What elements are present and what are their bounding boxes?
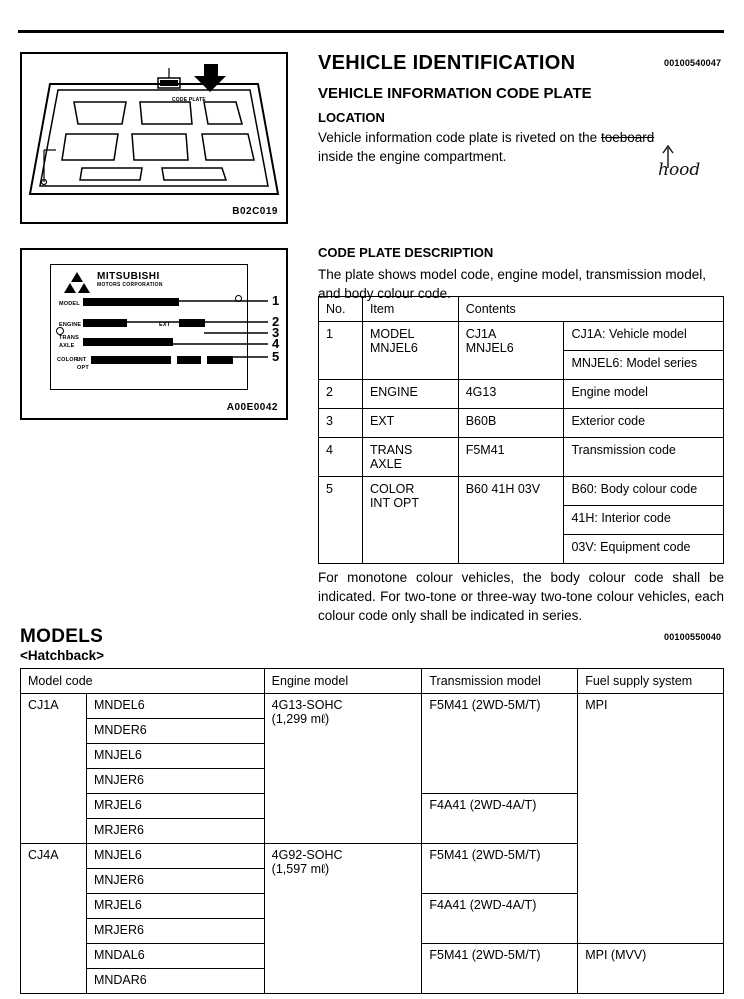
cell-item-4-line1: TRANS xyxy=(369,443,413,457)
plate-label-engine: ENGINE xyxy=(59,322,82,328)
plate-label-model: MODEL xyxy=(59,301,80,307)
cell-contents-1-line1: CJ1A xyxy=(465,327,497,341)
cell-transmission-3: F5M41 (2WD-5M/T) xyxy=(422,844,578,894)
cell-item-3: EXT xyxy=(362,409,458,438)
plate-leader-4: 4 xyxy=(272,336,280,351)
cell-contents-3: B60B xyxy=(458,409,564,438)
cell-no-1: 1 xyxy=(319,322,363,380)
cell-transmission-2: F4A41 (2WD-4A/T) xyxy=(422,794,578,844)
location-heading: LOCATION xyxy=(318,110,385,125)
cell-item-2: ENGINE xyxy=(362,380,458,409)
table-row xyxy=(319,380,724,409)
cell-item-1 xyxy=(362,322,458,380)
plate-leader-1: 1 xyxy=(272,293,280,308)
code-plate-figure xyxy=(20,248,288,420)
page-title: VEHICLE IDENTIFICATION xyxy=(318,52,576,74)
location-figure-callout: CODE PLATE xyxy=(172,97,206,103)
cell-series: MRJER6 xyxy=(86,919,264,944)
plate-label-opt: OPT xyxy=(77,365,89,371)
cell-engine-cj1a-line1: 4G13-SOHC xyxy=(271,698,343,712)
cell-fuel-mvv: MPI (MVV) xyxy=(578,944,724,994)
models-table xyxy=(20,668,724,994)
plate-label-int: INT xyxy=(77,357,87,363)
th-item: Item xyxy=(362,297,458,322)
cell-series: MNDER6 xyxy=(86,719,264,744)
plate-leader-lines xyxy=(22,250,286,418)
table-row xyxy=(319,477,724,506)
cell-item-4 xyxy=(362,438,458,477)
cell-transmission-1: F5M41 (2WD-5M/T) xyxy=(422,694,578,794)
cell-desc-5a: B60: Body colour code xyxy=(564,477,724,506)
models-ref-code: 00100550040 xyxy=(664,632,722,642)
th-fuel-supply: Fuel supply system xyxy=(578,669,724,694)
plate-brand: MITSUBISHI xyxy=(97,271,160,282)
cell-desc-5c: 03V: Equipment code xyxy=(564,535,724,564)
subsection-title: VEHICLE INFORMATION CODE PLATE xyxy=(318,85,592,102)
cell-series: MNJER6 xyxy=(86,869,264,894)
cell-engine-cj1a xyxy=(264,694,422,844)
location-text-part2: inside the engine compartment. xyxy=(318,149,507,164)
code-plate-figure-code: A00E0042 xyxy=(226,402,278,413)
cell-contents-2: 4G13 xyxy=(458,380,564,409)
th-engine-model: Engine model xyxy=(264,669,422,694)
cell-series: MNDAL6 xyxy=(86,944,264,969)
cell-no-2: 2 xyxy=(319,380,363,409)
cell-desc-3: Exterior code xyxy=(564,409,724,438)
plate-brand-sub: MOTORS CORPORATION xyxy=(97,282,163,288)
cell-series: MRJEL6 xyxy=(86,894,264,919)
section-ref-code: 00100540047 xyxy=(664,58,722,68)
plate-leader-3: 3 xyxy=(272,325,280,340)
monotone-colour-note: For monotone colour vehicles, the body colour code shall be indicated. For two-tone or three-way two-tone colour vehicles, each colour code only shall be indicated in series. xyxy=(318,570,724,623)
cell-item-5-line2: INT OPT xyxy=(369,496,420,510)
plate-leader-2: 2 xyxy=(272,314,280,329)
th-no: No. xyxy=(319,297,363,322)
location-text-struck: toeboard xyxy=(600,130,655,145)
table-row xyxy=(319,438,724,477)
table-row xyxy=(21,694,724,719)
cell-series: MNJER6 xyxy=(86,769,264,794)
plate-label-color: COLOR. xyxy=(57,357,80,363)
plate-leader-5: 5 xyxy=(272,349,280,364)
cell-no-4: 4 xyxy=(319,438,363,477)
handwriting-note: hood xyxy=(658,160,701,180)
table-row xyxy=(319,322,724,351)
cell-contents-4: F5M41 xyxy=(458,438,564,477)
cell-item-1-line1: MODEL xyxy=(369,327,415,341)
models-heading: MODELS xyxy=(20,626,104,647)
models-subheading: <Hatchback> xyxy=(20,648,105,663)
table-header-row xyxy=(21,669,724,694)
location-figure xyxy=(20,52,288,224)
code-plate-table xyxy=(318,296,724,564)
cell-item-1-line2: MNJEL6 xyxy=(369,341,418,355)
plate-label-ext: EXT xyxy=(159,322,171,328)
table-header-row xyxy=(319,297,724,322)
cell-series: MNDAR6 xyxy=(86,969,264,994)
cell-series: MRJER6 xyxy=(86,819,264,844)
cell-desc-2: Engine model xyxy=(564,380,724,409)
th-transmission-model: Transmission model xyxy=(422,669,578,694)
plate-label-axle: AXLE xyxy=(59,343,75,349)
cell-model-code-cj1a: CJ1A xyxy=(21,694,87,844)
table-row xyxy=(319,409,724,438)
cell-contents-1-line2: MNJEL6 xyxy=(465,341,514,355)
cell-transmission-5: F5M41 (2WD-5M/T) xyxy=(422,944,578,994)
cell-series: MNJEL6 xyxy=(86,844,264,869)
cell-no-5: 5 xyxy=(319,477,363,564)
location-figure-code: B02C019 xyxy=(232,206,278,217)
cell-engine-cj1a-line2: (1,299 mℓ) xyxy=(271,712,330,726)
cell-no-3: 3 xyxy=(319,409,363,438)
th-model-code: Model code xyxy=(21,669,265,694)
engine-bay-diagram xyxy=(22,54,286,222)
cell-desc-5b: 41H: Interior code xyxy=(564,506,724,535)
cell-contents-5: B60 41H 03V xyxy=(458,477,564,564)
cell-desc-1a: CJ1A: Vehicle model xyxy=(564,322,724,351)
cell-series: MNJEL6 xyxy=(86,744,264,769)
code-plate-description-heading: CODE PLATE DESCRIPTION xyxy=(318,245,494,260)
cell-item-5 xyxy=(362,477,458,564)
cell-contents-1 xyxy=(458,322,564,380)
location-text-part1: Vehicle information code plate is riveted on the xyxy=(318,130,598,145)
cell-series: MNDEL6 xyxy=(86,694,264,719)
cell-desc-4: Transmission code xyxy=(564,438,724,477)
cell-series: MRJEL6 xyxy=(86,794,264,819)
cell-engine-cj4a-line1: 4G92-SOHC xyxy=(271,848,343,862)
cell-fuel-mpi: MPI xyxy=(578,694,724,944)
cell-item-4-line2: AXLE xyxy=(369,457,402,471)
code-plate-intro-text: The plate shows model code, engine model, transmission model, and body colour code. xyxy=(318,267,706,301)
cell-model-code-cj4a: CJ4A xyxy=(21,844,87,994)
cell-desc-1b: MNJEL6: Model series xyxy=(564,351,724,380)
cell-engine-cj4a xyxy=(264,844,422,994)
plate-label-trans: TRANS xyxy=(59,335,79,341)
cell-item-5-line1: COLOR xyxy=(369,482,415,496)
page-top-rule xyxy=(18,30,724,33)
cell-engine-cj4a-line2: (1,597 mℓ) xyxy=(271,862,330,876)
th-contents: Contents xyxy=(458,297,723,322)
cell-transmission-4: F4A41 (2WD-4A/T) xyxy=(422,894,578,944)
